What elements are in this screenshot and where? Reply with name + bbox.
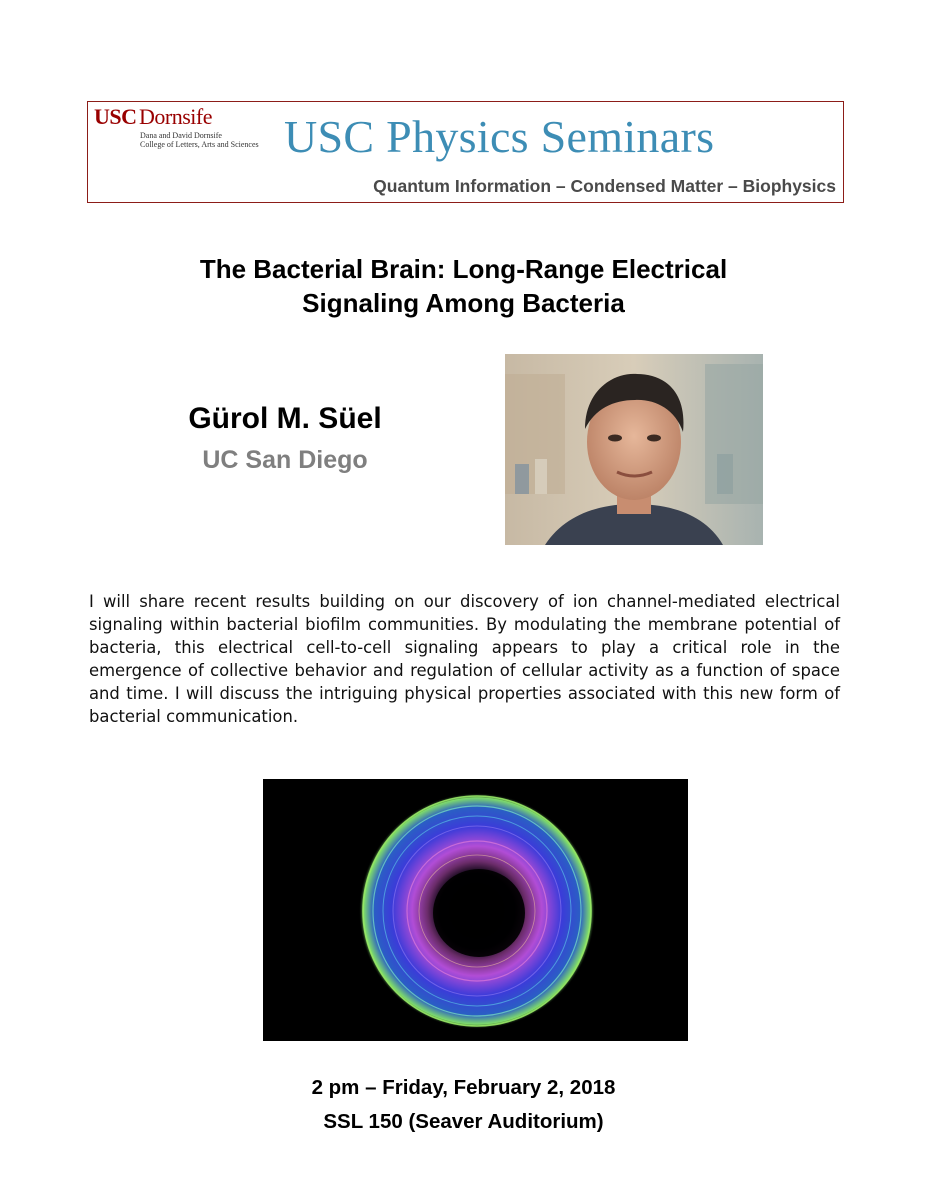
dornsife-logo-text: Dornsife — [139, 104, 212, 129]
banner-subtitle: Quantum Information – Condensed Matter – Biophysics — [373, 176, 836, 196]
logo-subline-2: College of Letters, Arts and Sciences — [140, 140, 259, 149]
logo-subline-1: Dana and David Dornsife — [140, 131, 222, 140]
speaker-name: Gürol M. Süel — [188, 402, 382, 435]
speaker-affiliation: UC San Diego — [202, 446, 368, 474]
talk-title-line-2: Signaling Among Bacteria — [302, 288, 625, 318]
event-venue: SSL 150 (Seaver Auditorium) — [323, 1110, 604, 1133]
banner-title: USC Physics Seminars — [284, 111, 715, 162]
abstract-text: I will share recent results building on our discovery of ion channel-mediated electrical signaling within bacterial biofilm communities. By modulating the membrane potential of bacteria, this electrical cell-to-cell signaling appears to play a critical role in the emergence of collective behavior and regulation of cellular activity as a function of space and time. I will discuss the intriguing physical properties associated with this new form of bacterial communication. — [89, 592, 840, 726]
talk-title-line-1: The Bacterial Brain: Long-Range Electrical — [199, 254, 728, 284]
event-datetime: 2 pm – Friday, February 2, 2018 — [311, 1076, 616, 1099]
seminar-banner — [87, 101, 844, 203]
speaker-portrait-icon — [505, 354, 763, 545]
biofilm-microscopy-image-icon — [263, 779, 688, 1041]
talk-title — [0, 252, 927, 320]
usc-logo-text: USC — [94, 104, 137, 129]
